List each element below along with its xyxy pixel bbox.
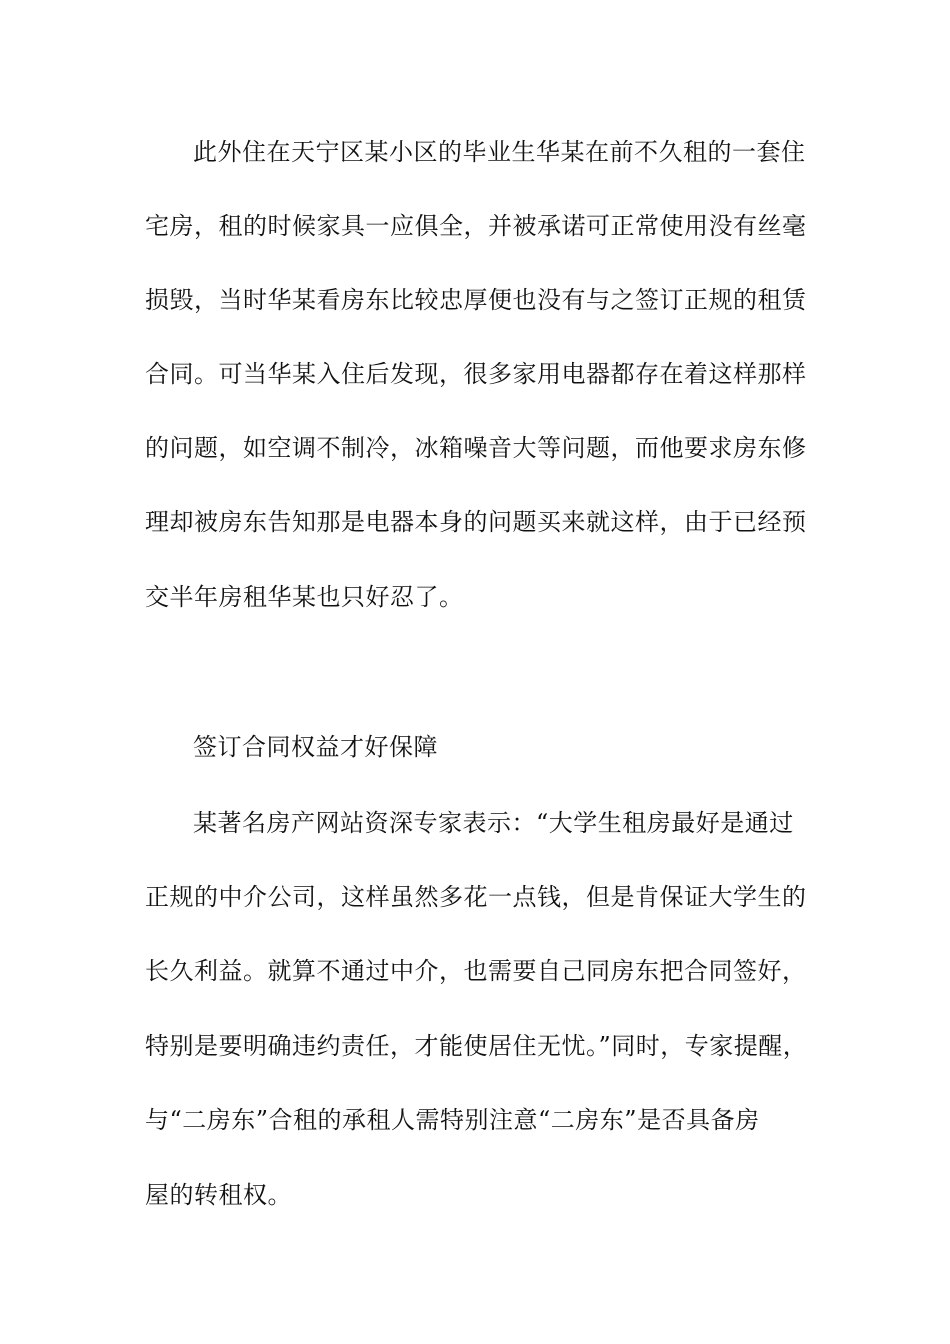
paragraph-1-line-2: 宅房，租的时候家具一应俱全，并被承诺可正常使用没有丝毫 [145,212,807,240]
paragraph-2-line-4: 特别是要明确违约责任，才能使居住无忧。”同时，专家提醒， [145,1032,808,1060]
paragraph-2-line-5: 与“二房东”合租的承租人需特别注意“二房东”是否具备房 [145,1106,760,1134]
paragraph-2-line-2: 正规的中介公司，这样虽然多花一点钱，但是肯保证大学生的 [145,883,807,911]
paragraph-2-line-6: 屋的转租权。 [145,1181,292,1209]
paragraph-1-line-7: 交半年房租华某也只好忍了。 [145,583,464,611]
paragraph-1-line-5: 的问题，如空调不制冷，冰箱噪音大等问题，而他要求房东修 [145,434,807,462]
paragraph-1-line-1: 此外住在天宁区某小区的毕业生华某在前不久租的一套住 [193,138,806,166]
paragraph-2-line-3: 长久利益。就算不通过中介，也需要自己同房东把合同签好， [145,957,807,985]
paragraph-1-line-4: 合同。可当华某入住后发现，很多家用电器都存在着这样那样 [145,360,807,388]
paragraph-1-line-6: 理却被房东告知那是电器本身的问题买来就这样，由于已经预 [145,508,807,536]
paragraph-1-line-3: 损毁，当时华某看房东比较忠厚便也没有与之签订正规的租赁 [145,286,807,314]
section-heading: 签订合同权益才好保障 [193,733,438,761]
paragraph-2-line-1: 某著名房产网站资深专家表示：“大学生租房最好是通过 [193,809,794,837]
